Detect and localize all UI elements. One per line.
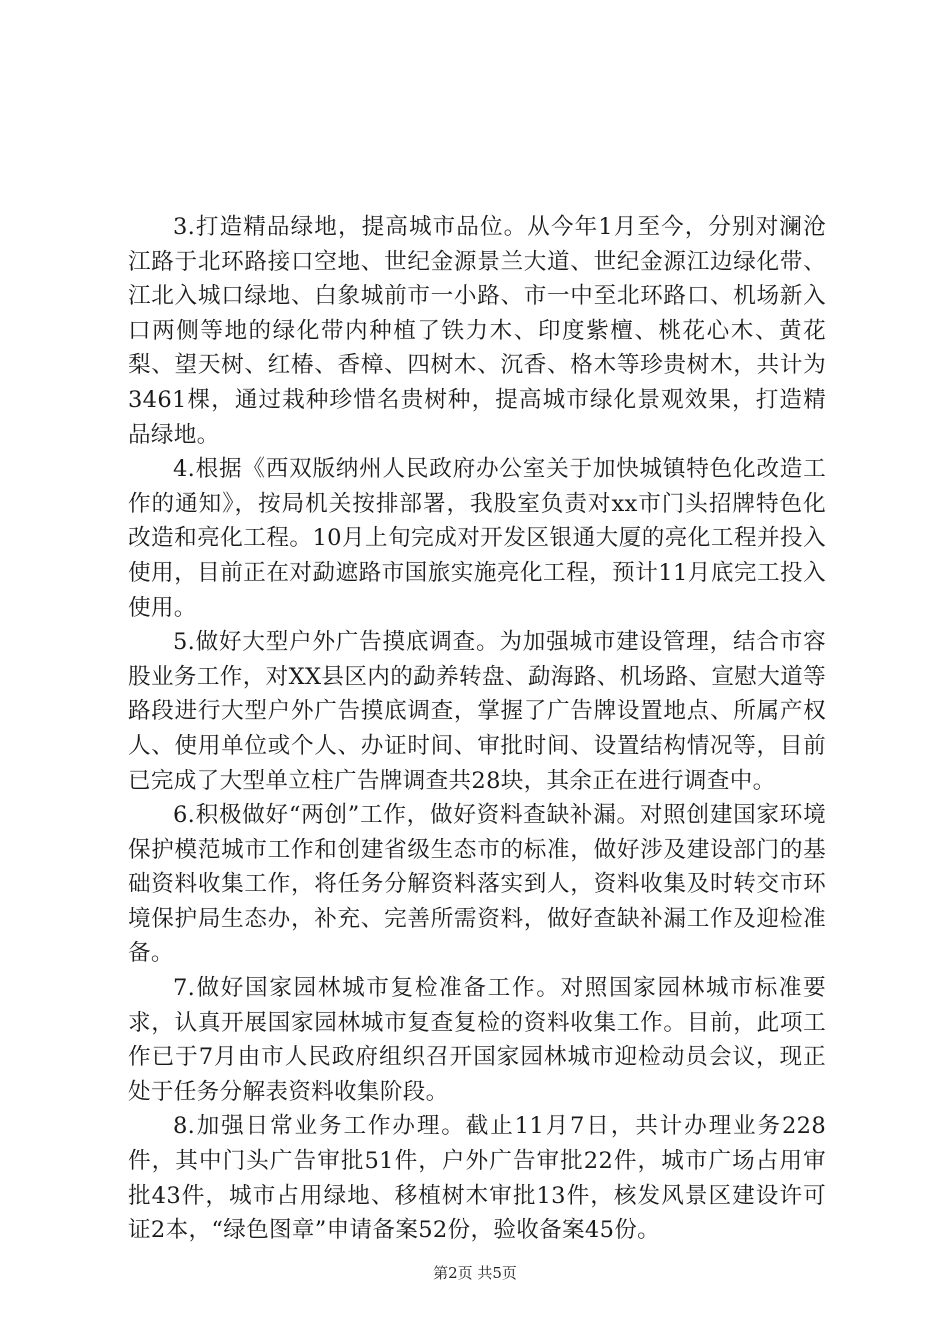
- paragraph-item-7: 7.做好国家园林城市复检准备工作。对照国家园林城市标准要求，认真开展国家园林城市复查复检的资料收集工作。目前，此项工作已于7月由市人民政府组织召开国家园林城市迎检动员会议，现正处于任务分解表资料收集阶段。: [128, 975, 826, 1105]
- paragraph-item-5: 5.做好大型户外广告摸底调查。为加强城市建设管理，结合市容股业务工作，对XX县区内的勐养转盘、勐海路、机场路、宣慰大道等路段进行大型户外广告摸底调查，掌握了广告牌设置地点、所属产权人、使用单位或个人、办证时间、审批时间、设置结构情况等，目前已完成了大型单立柱广告牌调查共28块，其余正在进行调查中。: [128, 629, 826, 794]
- paragraph-item-8: 8.加强日常业务工作办理。截止11月7日，共计办理业务228件，其中门头广告审批51件，户外广告审批22件，城市广场占用审批43件，城市占用绿地、移植树木审批13件，核发风景区建设许可证2本，“绿色图章”申请备案52份，验收备案45份。: [128, 1113, 826, 1244]
- document-body: [128, 210, 826, 1248]
- paragraph-item-6: 6.积极做好“两创”工作，做好资料查缺补漏。对照创建国家环境保护模范城市工作和创建省级生态市的标准，做好涉及建设部门的基础资料收集工作，将任务分解资料落实到人，资料收集及时转交市环境保护局生态办，补充、完善所需资料，做好查缺补漏工作及迎检准备。: [128, 802, 826, 967]
- paragraph-item-4: 4.根据《西双版纳州人民政府办公室关于加快城镇特色化改造工作的通知》，按局机关按排部署，我股室负责对xx市门头招牌特色化改造和亮化工程。10月上旬完成对开发区银通大厦的亮化工程并投入使用，目前正在对勐遮路市国旅实施亮化工程，预计11月底完工投入使用。: [128, 456, 826, 621]
- paragraph-item-3: 3.打造精品绿地，提高城市品位。从今年1月至今，分别对澜沧江路于北环路接口空地、世纪金源景兰大道、世纪金源江边绿化带、江北入城口绿地、白象城前市一小路、市一中至北环路口、机场新入口两侧等地的绿化带内种植了铁力木、印度紫檀、桃花心木、黄花梨、望天树、红椿、香樟、四树木、沉香、格木等珍贵树木，共计为3461棵，通过栽种珍惜名贵树种，提高城市绿化景观效果，打造精品绿地。: [128, 214, 826, 448]
- page-number-footer: 第2页 共5页: [433, 1264, 517, 1282]
